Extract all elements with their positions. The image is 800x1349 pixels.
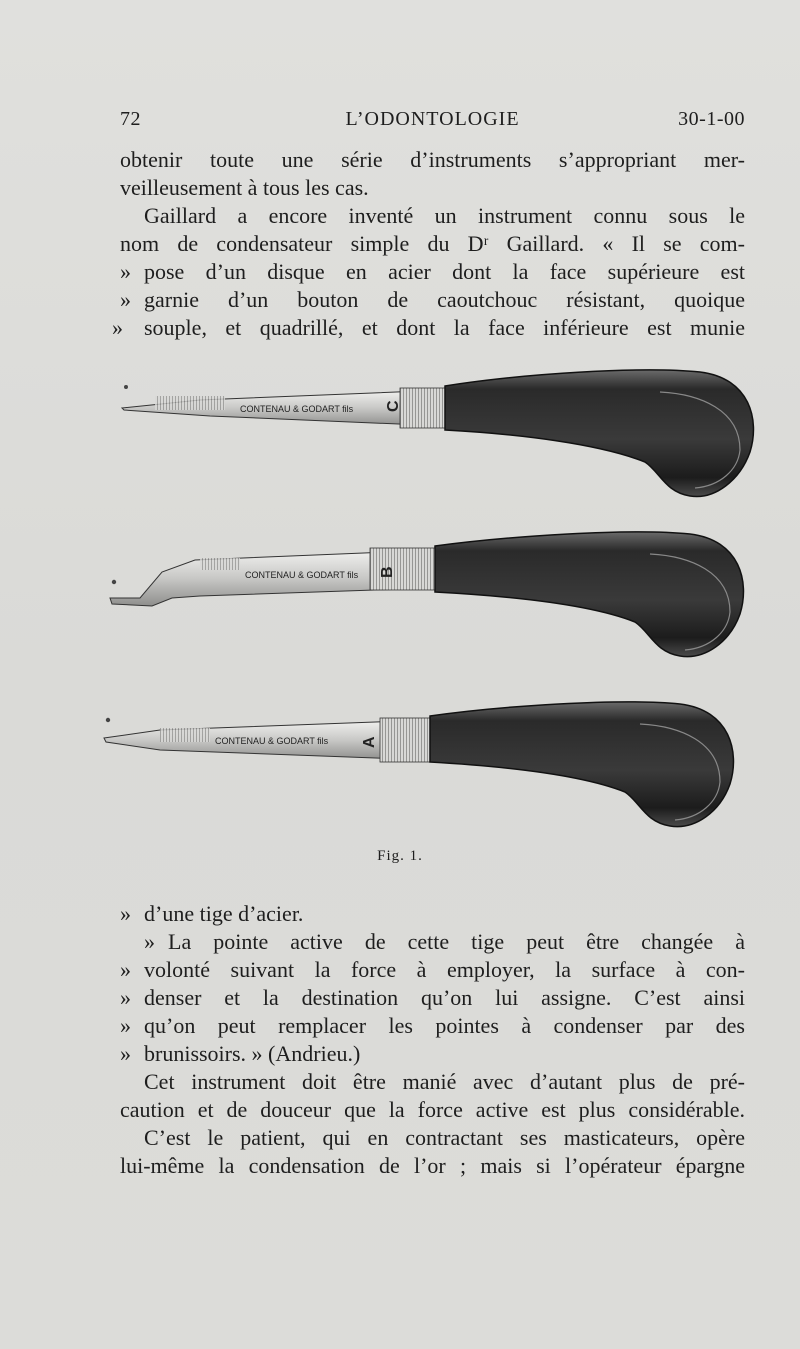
text-line: C’est le patient, qui en contractant ses masticateurs, opère bbox=[144, 1125, 745, 1150]
instrument-a bbox=[104, 702, 733, 827]
quote-mark: » bbox=[120, 1041, 131, 1066]
text-line: » brunissoirs. » (Andrieu.) bbox=[120, 1041, 361, 1066]
quote-mark: » bbox=[144, 929, 155, 954]
quote-mark: » bbox=[120, 985, 131, 1010]
text-line: nom de condensateur simple du Dʳ Gaillard. « Il se com- bbox=[120, 231, 745, 256]
text-block-bottom bbox=[120, 900, 745, 1180]
journal-title: L’ODONTOLOGIE bbox=[345, 108, 520, 130]
marker-dot bbox=[106, 718, 110, 722]
shaft-hatch bbox=[160, 728, 210, 742]
handle bbox=[445, 370, 753, 497]
instrument-b bbox=[110, 532, 743, 657]
text-line: veilleusement à tous les cas. bbox=[120, 175, 369, 200]
running-header bbox=[120, 108, 745, 138]
ferrule bbox=[400, 388, 446, 428]
text-block-top bbox=[112, 146, 745, 342]
text-line: » denser et la destination qu’on lui assigne. C’est ainsi bbox=[120, 985, 745, 1010]
text-line: Cet instrument doit être manié avec d’autant plus de pré- bbox=[144, 1069, 745, 1094]
text-line: lui-même la condensation de l’or ; mais si l’opérateur épargne bbox=[120, 1153, 745, 1178]
text-line: » La pointe active de cette tige peut être changée à bbox=[144, 929, 745, 954]
text-line: obtenir toute une série d’instruments s’appropriant mer- bbox=[120, 147, 745, 172]
marker-dot bbox=[112, 580, 116, 584]
handle bbox=[435, 532, 743, 657]
maker-stamp: CONTENAU & GODART fils bbox=[215, 736, 329, 746]
figure-instruments bbox=[100, 360, 760, 860]
instrument-letter: A bbox=[361, 736, 378, 748]
quote-mark: » bbox=[120, 901, 131, 926]
instrument-letter: C bbox=[385, 400, 402, 412]
text-line: » pose d’un disque en acier dont la face supérieure est bbox=[120, 259, 745, 284]
instrument-c bbox=[122, 370, 753, 497]
handle bbox=[430, 702, 733, 827]
quote-mark: » bbox=[120, 259, 131, 284]
text-line: » d’une tige d’acier. bbox=[120, 901, 304, 926]
ferrule bbox=[380, 718, 430, 762]
text-line: » volonté suivant la force à employer, la surface à con- bbox=[120, 957, 745, 982]
text-line: » qu’on peut remplacer les pointes à condenser par des bbox=[120, 1013, 745, 1038]
instrument-letter: B bbox=[379, 566, 396, 578]
maker-stamp: CONTENAU & GODART fils bbox=[240, 404, 354, 414]
shaft-hatch bbox=[200, 558, 240, 570]
quote-mark: » bbox=[120, 1013, 131, 1038]
quote-mark: » bbox=[112, 315, 123, 340]
marker-dot bbox=[124, 385, 128, 389]
shaft-hatch bbox=[155, 396, 225, 410]
figure-caption: Fig. 1. bbox=[377, 848, 423, 864]
text-line: » garnie d’un bouton de caoutchouc résistant, quoique bbox=[120, 287, 745, 312]
text-line: » souple, et quadrillé, et dont la face inférieure est munie bbox=[112, 315, 745, 340]
text-line: caution et de douceur que la force active est plus considérable. bbox=[120, 1097, 745, 1122]
quote-mark: » bbox=[120, 287, 131, 312]
page-number: 72 bbox=[120, 108, 141, 130]
text-line: Gaillard a encore inventé un instrument connu sous le bbox=[144, 203, 745, 228]
maker-stamp: CONTENAU & GODART fils bbox=[245, 570, 359, 580]
quote-mark: » bbox=[120, 957, 131, 982]
issue-date: 30-1-00 bbox=[678, 108, 745, 130]
